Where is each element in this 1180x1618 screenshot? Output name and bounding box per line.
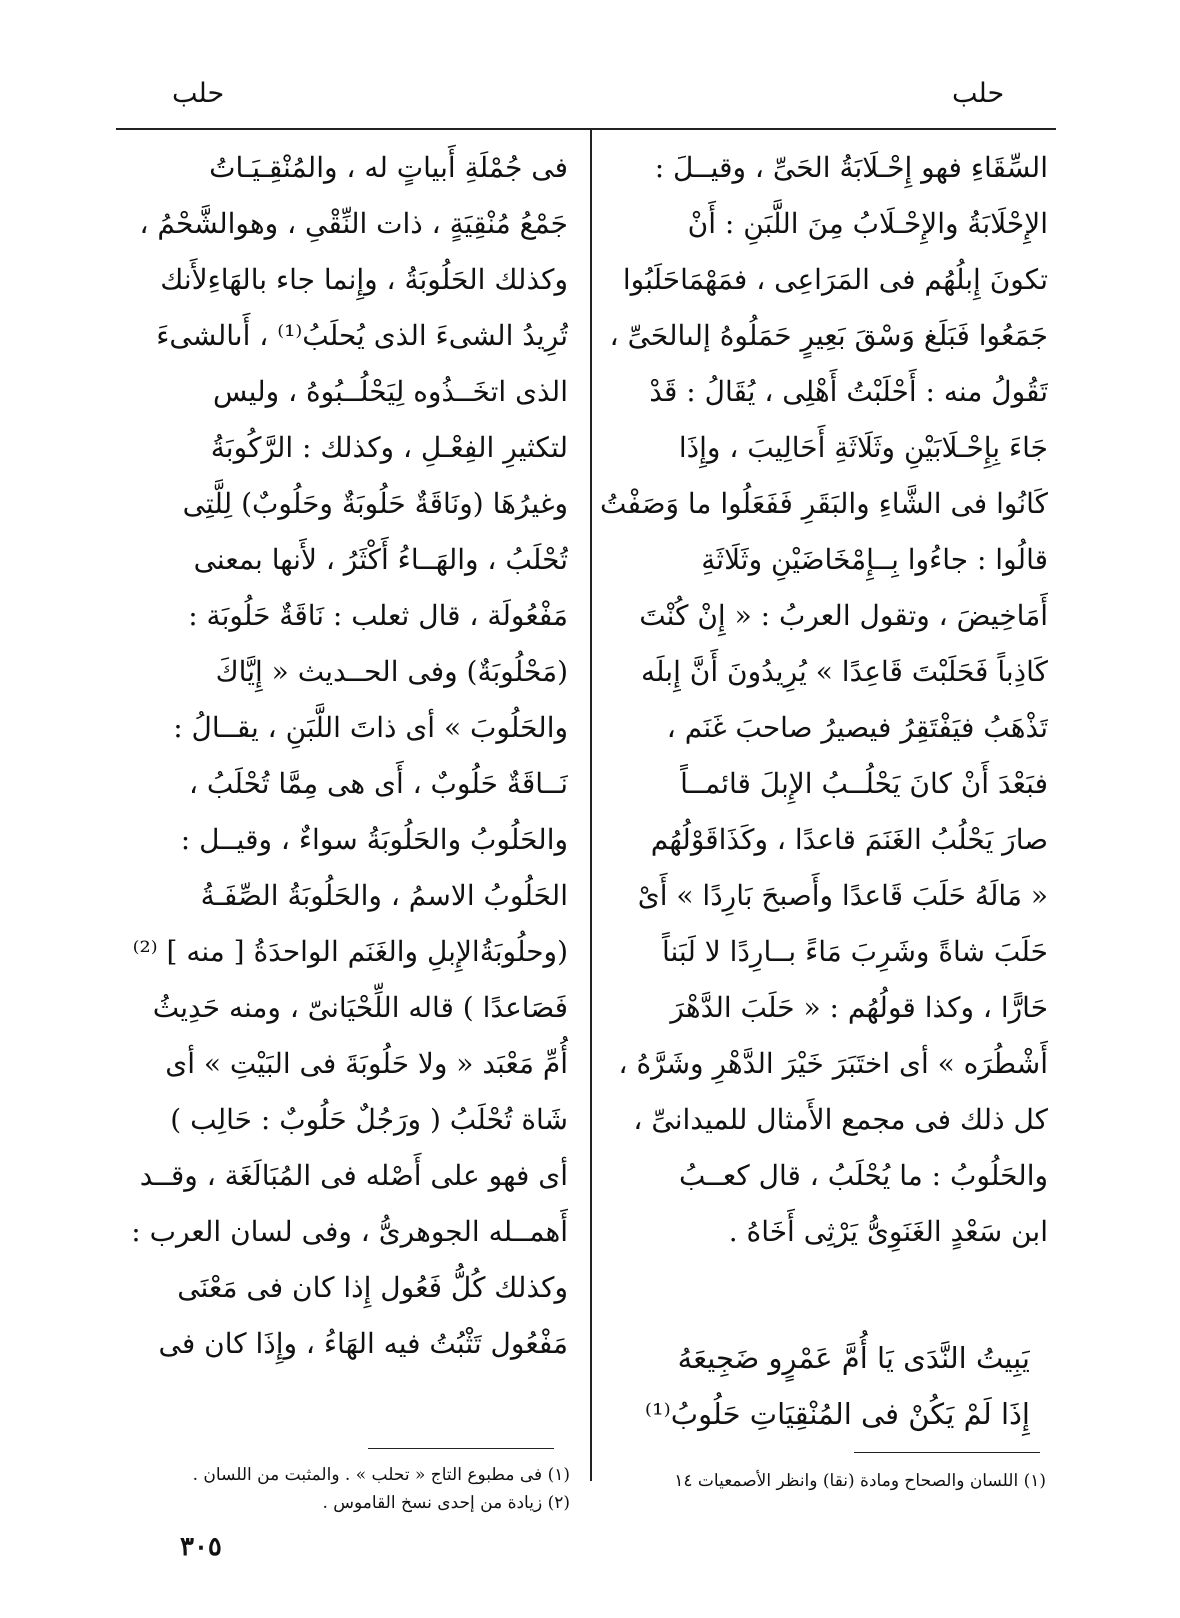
text-line: جَمْعُ مُنْقِيَةٍ ، ذات النِّقْىِ ، وهوالشَّحْمُ ، (139, 207, 568, 240)
running-header-right: حلب (952, 78, 1005, 109)
text-line: تُحْلَبُ ، والهَــاءُ أَكْثَرُ ، لأَنها بمعنى (193, 543, 568, 576)
text-line: والحَلُوبَ » أى ذاتَ اللَّبَنِ ، يقــالُ : (173, 711, 568, 744)
text-line: تَذْهَبُ فيَفْتَقِرُ فيصيرُ صاحبَ غَنَم ، (666, 711, 1048, 744)
text-line: أى فهو على أَصْله فى المُبَالَغَة ، وقــد (139, 1159, 568, 1192)
text-line: تكونَ إِبلُهُم فى المَرَاعِى ، فمَهْمَاحَلَبُوا (622, 263, 1048, 296)
text-line: (وحلُوبَةُالإِبلِ والغَنَم الواحدَةُ [ منه ] ⁽²⁾ (132, 935, 568, 968)
text-line: شَاة تُحْلَبُ ( ورَجُلٌ حَلُوبٌ : حَالِب ) (170, 1103, 568, 1136)
running-header-left: حلب (172, 78, 225, 109)
text-line: مَفْعُولَة ، قال ثعلب : نَاقَةٌ حَلُوبَة : (188, 599, 568, 632)
text-line: حَلَبَ شاةً وشَرِبَ مَاءً بــارِدًا لا لَبَناً (661, 935, 1048, 968)
text-line: قالُوا : جاءُوا بِــإِمْخَاضَيْنِ وثَلَاثَةِ (701, 543, 1048, 576)
text-line: تُرِيدُ الشىءَ الذى يُحلَبُ⁽¹⁾ ، أَىالشىءَ (156, 319, 568, 352)
text-line: نَــاقَةٌ حَلُوبٌ ، أَى هى مِمَّا تُحْلَبُ ، (188, 767, 568, 800)
footnote-right: (١) اللسان والصحاح ومادة (نقا) وانظر الأصمعيات ١٤ (674, 1471, 1046, 1491)
text-line: صارَ يَحْلُبُ الغَنَمَ قاعدًا ، وكَذَاقَوْلُهُم (650, 823, 1048, 856)
footnote-left-1: (١) فى مطبوع التاج « تحلب » . والمثبت من اللسان . (192, 1465, 570, 1485)
column-divider (590, 130, 592, 1481)
verse-text: يَبِيتُ النَّدَى يَا أُمَّ عَمْرٍو ضَجِيعَهُ (677, 1341, 1030, 1375)
text-line: (مَحْلُوبَةٌ) وفى الحــديث « إِيَّاكَ (215, 655, 568, 688)
text-line: « مَالَهُ حَلَبَ قَاعدًا وأَصبحَ بَارِدًا » أَىْ (637, 879, 1048, 912)
text-line: جَاءَ بِإِحْـلَابَيْنِ وثَلَاثَةِ أَحَالِيبَ ، وإِذَا (678, 431, 1048, 464)
text-line: الحَلُوبُ الاسمُ ، والحَلُوبَةُ الصِّفَـةُ (200, 879, 568, 912)
right-column (598, 140, 1048, 1260)
footnote-left-2: (٢) زيادة من إحدى نسخ القاموس . (322, 1493, 570, 1513)
text-line: كل ذلك فى مجمع الأَمثال للميدانىِّ ، (633, 1103, 1048, 1136)
text-line: لتكثيرِ الفِعْـلِ ، وكذلك : الرَّكُوبَةُ (210, 431, 568, 464)
text-line: والحَلُوبُ : ما يُحْلَبُ ، قال كعــبُ (678, 1159, 1048, 1192)
text-line: جَمَعُوا فَبَلَغ وَسْقَ بَعِيرٍ حَمَلُوهُ إلىالحَىِّ ، (609, 319, 1048, 352)
text-line: أُمِّ مَعْبَد « ولا حَلُوبَةَ فى البَيْتِ » أى (165, 1047, 568, 1080)
text-line: أَهمــله الجوهرىُّ ، وفى لسان العرب : (131, 1215, 568, 1248)
text-line: وغيرُهَا (ونَاقَةٌ حَلُوبَةٌ وحَلُوبٌ) لِلَّتِى (182, 487, 568, 520)
text-line: ابن سَعْدٍ الغَنَوِىُّ يَرْثِى أَخَاهُ . (728, 1215, 1048, 1248)
text-line: فى جُمْلَةِ أَبياتٍ له ، والمُنْقِـيَـاتُ (209, 151, 568, 184)
text-line: كَانُوا فى الشَّاءِ والبَقَرِ فَفَعَلُوا ما وَصَفْتُ (600, 487, 1048, 520)
header-rule (116, 128, 1056, 130)
text-line: وكذلك كُلُّ فَعُول إِذا كان فى مَعْنَى (177, 1271, 568, 1304)
left-column (118, 140, 568, 1372)
text-line: والحَلُوبُ والحَلُوبَةُ سواءٌ ، وقيــل : (180, 823, 568, 856)
text-line: تَقُولُ منه : أَحْلَبْتُ أَهْلِى ، يُقَالُ : قَدْ (649, 375, 1048, 408)
text-line: الذى اتخَــذُوه لِيَحْلُــبُوهُ ، وليس (212, 375, 568, 408)
text-line: حَارًّا ، وكذا قولُهُم : « حَلَبَ الدَّهْرَ (670, 991, 1048, 1024)
text-line: أَشْطُرَه » أى اختَبَرَ خَيْرَ الدَّهْرِ وشَرَّهُ ، (618, 1047, 1048, 1080)
text-line: مَفْعُول تَثْبُتُ فيه الهَاءُ ، وإِذَا كان فى (158, 1327, 568, 1360)
text-line: أَمَاخِيضَ ، وتقول العربُ : « إِنْ كُنْتَ (639, 599, 1048, 632)
page-number: ٣٠٥ (180, 1532, 222, 1562)
text-line: فَصَاعدًا ) قاله اللِّحْيَانىّ ، ومنه حَدِيثُ (152, 991, 568, 1024)
footnote-rule-left (368, 1448, 554, 1449)
footnote-rule-right (854, 1452, 1040, 1453)
text-line: وكذلك الحَلُوبَةُ ، وإِنما جاء بالهَاءِلأَنك (160, 263, 568, 296)
text-line: فبَعْدَ أَنْ كانَ يَحْلُــبُ الإِبلَ قائمــاً (680, 767, 1048, 800)
text-line: الإِحْلَابَةُ والإِحْـلَابُ مِنَ اللَّبَنِ : أَنْ (687, 207, 1048, 240)
verse-line-2 (610, 1386, 1070, 1442)
text-line: كَاذِباً فَحَلَبْتَ قَاعِدًا » يُرِيدُونَ أَنَّ إِبلَه (641, 655, 1048, 688)
text-line: السِّقَاءِ فهو إِحْـلَابَةُ الحَىِّ ، وقيــلَ : (654, 151, 1048, 184)
verse-line-1 (610, 1330, 1050, 1386)
verse-text: إِذَا لَمْ يَكُنْ فى المُنْقِيَاتِ حَلُوبُ⁽¹⁾ (644, 1397, 1030, 1431)
